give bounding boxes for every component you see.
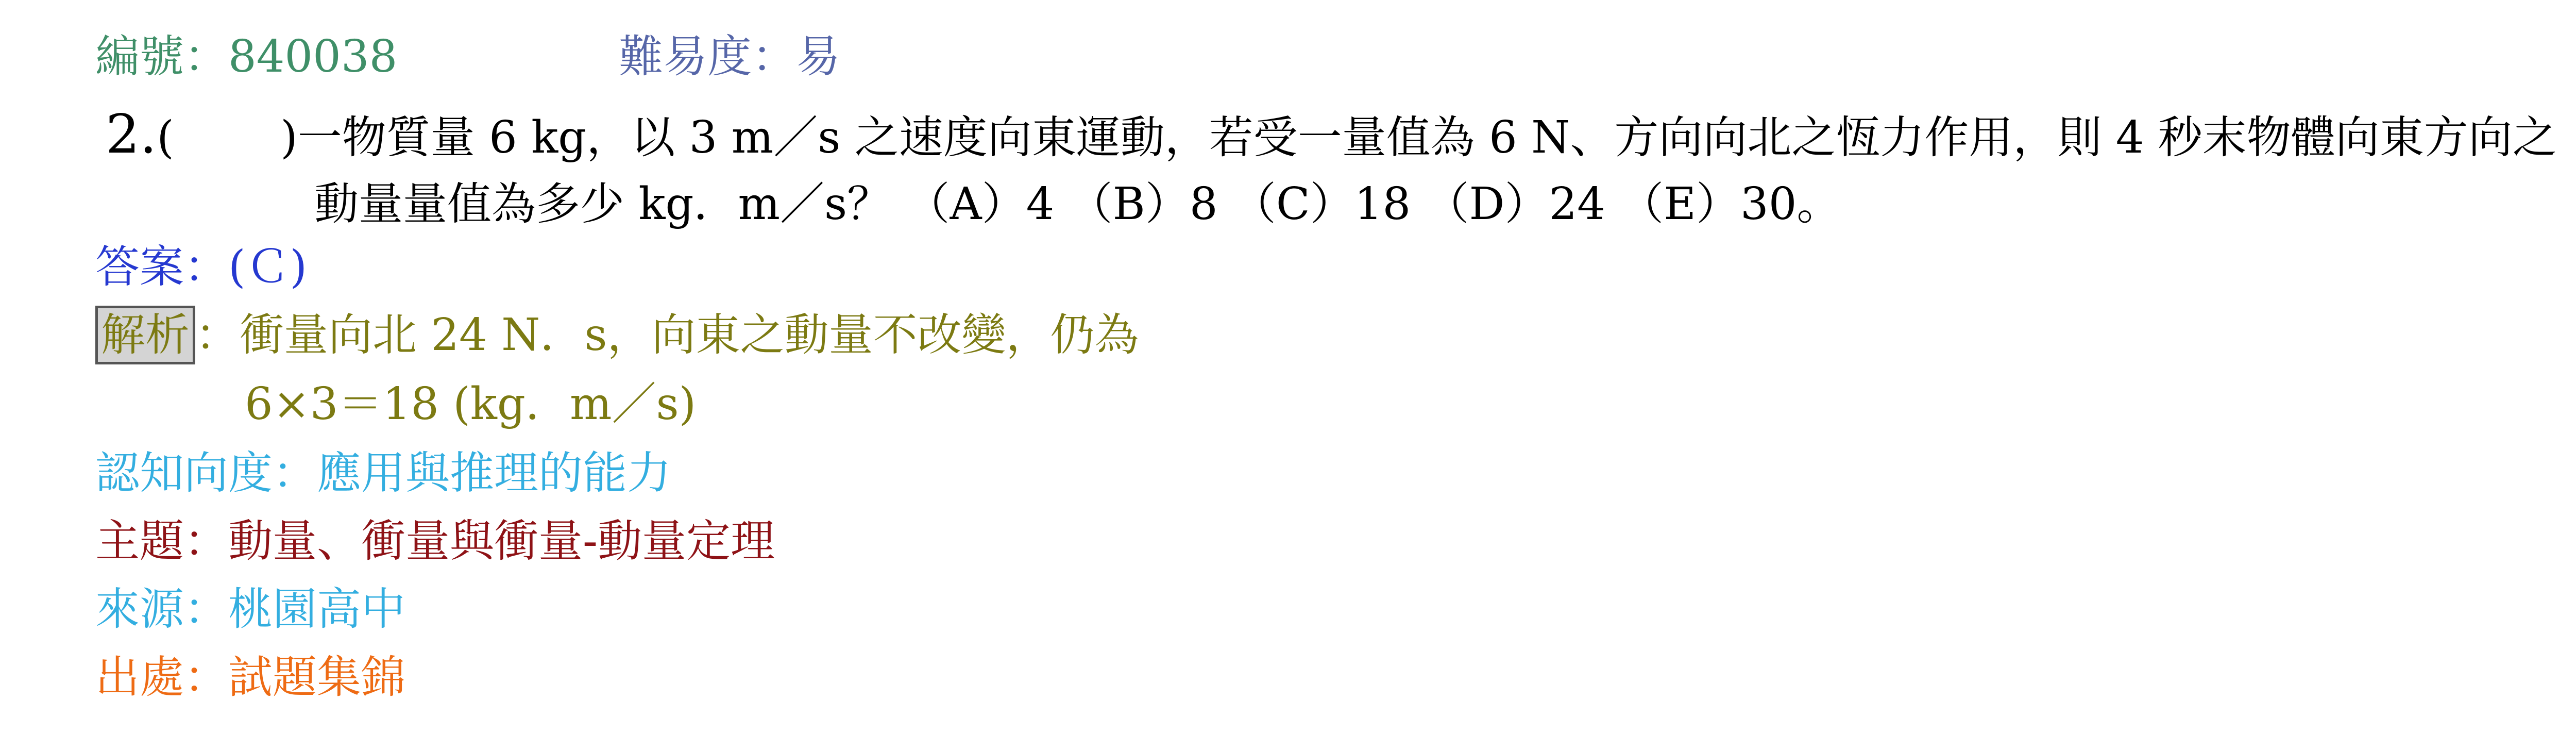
answer-line xyxy=(95,236,307,298)
difficulty-value: 易 xyxy=(796,31,841,82)
paren-open: ( xyxy=(157,112,174,163)
explanation-line-2 xyxy=(245,373,696,435)
explanation-tag: 解析 xyxy=(95,306,195,364)
explanation-line-1 xyxy=(95,304,1139,366)
meta-line xyxy=(95,26,840,88)
question-line-1 xyxy=(106,103,2557,169)
question-number: 2. xyxy=(106,103,157,165)
paren-close: ) xyxy=(280,112,298,163)
source-line xyxy=(95,578,405,640)
question-text-1: 一物質量 6 kg，以 3 m／s 之速度向東運動，若受一量值為 6 N、方向向北之恆力作用，則 4 秒末物體向東方向之 xyxy=(297,112,2557,163)
id-label: 編號： xyxy=(95,31,228,82)
id-value: 840038 xyxy=(228,31,398,82)
question-line-2 xyxy=(314,173,1841,235)
explanation-text-2: 6×3＝18 (kg．m／s) xyxy=(245,378,697,430)
cognition-text: 認知向度：應用與推理的能力 xyxy=(95,447,671,499)
answer-text: 答案：(Ｃ) xyxy=(95,241,308,293)
origin-text: 出處：試題集錦 xyxy=(95,652,405,703)
cognition-line xyxy=(95,442,671,504)
origin-line xyxy=(95,646,405,708)
source-text: 來源：桃園高中 xyxy=(95,584,405,635)
answer-blank xyxy=(157,107,280,169)
topic-line xyxy=(95,510,775,572)
question-text-2: 動量量值為多少 kg．m／s？ （A）4 （B）8 （C）18 （D）24 （E）30。 xyxy=(314,178,1841,230)
explanation-text-1: ：衝量向北 24 N．s，向東之動量不改變，仍為 xyxy=(195,309,1139,361)
topic-text: 主題：動量、衝量與衝量-動量定理 xyxy=(95,515,775,567)
difficulty-label: 難易度： xyxy=(619,31,796,82)
